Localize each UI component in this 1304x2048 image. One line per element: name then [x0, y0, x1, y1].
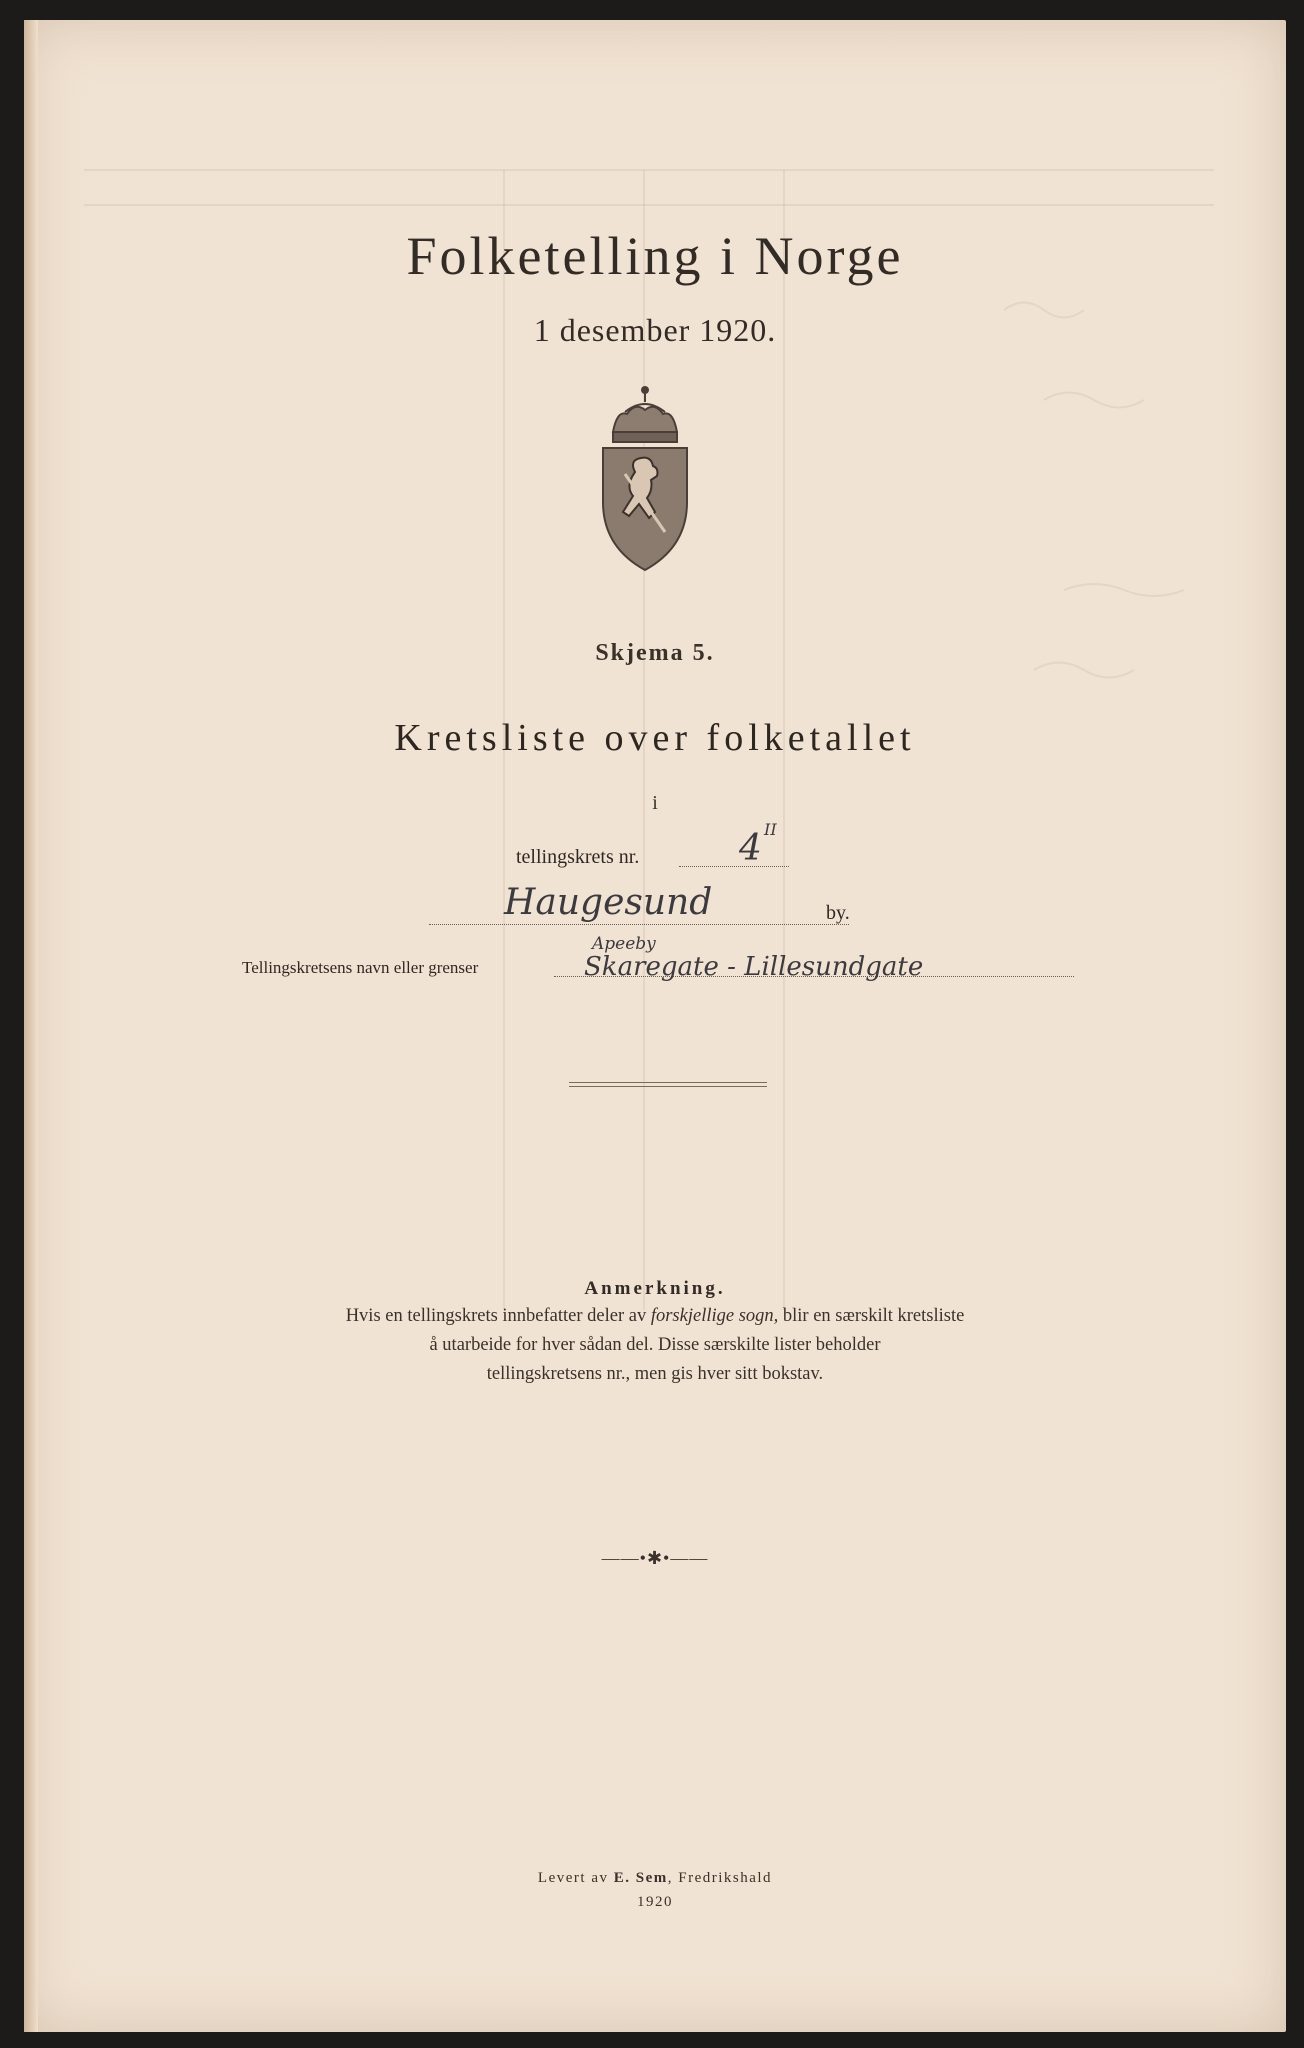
printer-name: E. Sem: [613, 1870, 668, 1886]
boundary-label: Tellingskretsens navn eller grenser: [242, 958, 479, 977]
remark-line-1-start: Hvis en tellingskrets innbefatter deler av: [345, 1306, 651, 1326]
district-number-superscript: II: [764, 820, 777, 839]
district-number-line: [679, 866, 789, 867]
document-title: Folketelling i Norge: [406, 226, 904, 286]
preposition-text: i: [652, 792, 658, 814]
printer-year: 1920: [637, 1894, 673, 1910]
remark-line-2: å utarbeide for hver sådan del. Disse særskilte lister beholder: [429, 1335, 881, 1355]
form-heading: Kretsliste over folketallet: [394, 717, 916, 759]
printer-prefix: Levert av: [537, 1870, 614, 1886]
remark-line-3: tellingskretsens nr., men gis hver sitt bokstav.: [486, 1364, 824, 1384]
remark-line-1-italic: forskjellige sogn,: [650, 1306, 779, 1326]
printer-credit: [24, 1870, 1286, 1887]
census-date: 1 desember 1920.: [533, 312, 777, 348]
remark-title: Anmerkning.: [584, 1278, 726, 1299]
city-suffix: by.: [826, 902, 850, 924]
printer-location: , Fredrikshald: [667, 1870, 773, 1886]
bleed-through-lines: [84, 110, 1234, 1410]
boundary-value: Skaregate - Lillesundgate: [584, 952, 924, 982]
city-line: [429, 924, 849, 925]
census-form-page: [24, 20, 1286, 2032]
norwegian-coat-of-arms-icon: [595, 382, 695, 572]
city-value: Haugesund: [504, 882, 713, 923]
district-label: tellingskrets nr.: [516, 846, 640, 868]
ornament-divider: ——•✱•——: [601, 1548, 709, 1568]
remark-line-1: [24, 1306, 1286, 1327]
boundary-insert: Apeeby: [592, 934, 656, 954]
remark-line-1-end: blir en særskilt kretsliste: [778, 1306, 965, 1326]
schema-number: Skjema 5.: [595, 640, 715, 666]
district-number-value: 4: [739, 828, 762, 869]
separator-rule: [569, 1082, 767, 1087]
